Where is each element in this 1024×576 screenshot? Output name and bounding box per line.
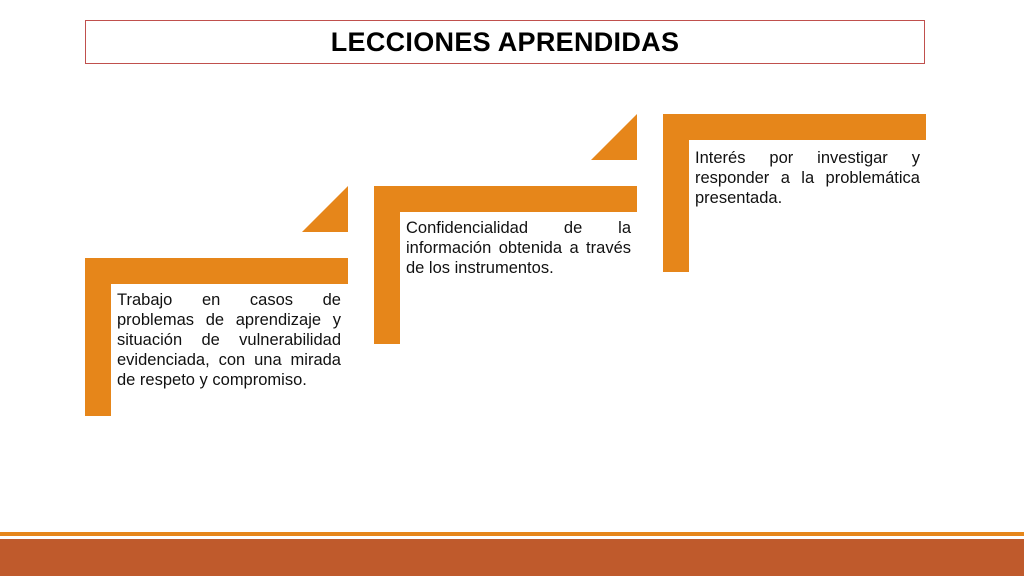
step-1-side-bar (85, 258, 111, 416)
page-title: LECCIONES APRENDIDAS (330, 26, 680, 57)
step-1-top-bar (85, 258, 348, 284)
footer-accent-line (0, 532, 1024, 536)
step-3-text: Interés por investigar y responder a la problemática presentada. (695, 149, 920, 207)
step-2-corner-triangle (591, 114, 637, 160)
step-1-corner-triangle (302, 186, 348, 232)
title-box (85, 20, 925, 64)
step-2-top-bar (374, 186, 637, 212)
step-2-text: Confidencialidad de la información obtenida a través de los instrumentos. (406, 219, 631, 277)
step-3-side-bar (663, 114, 689, 272)
step-1-text: Trabajo en casos de problemas de aprendizaje y situación de vulnerabilidad evidenciada, con una mirada de respeto y compromiso. (117, 291, 341, 389)
step-2-side-bar (374, 186, 400, 344)
footer-bar (0, 539, 1024, 576)
step-3-top-bar (663, 114, 926, 140)
